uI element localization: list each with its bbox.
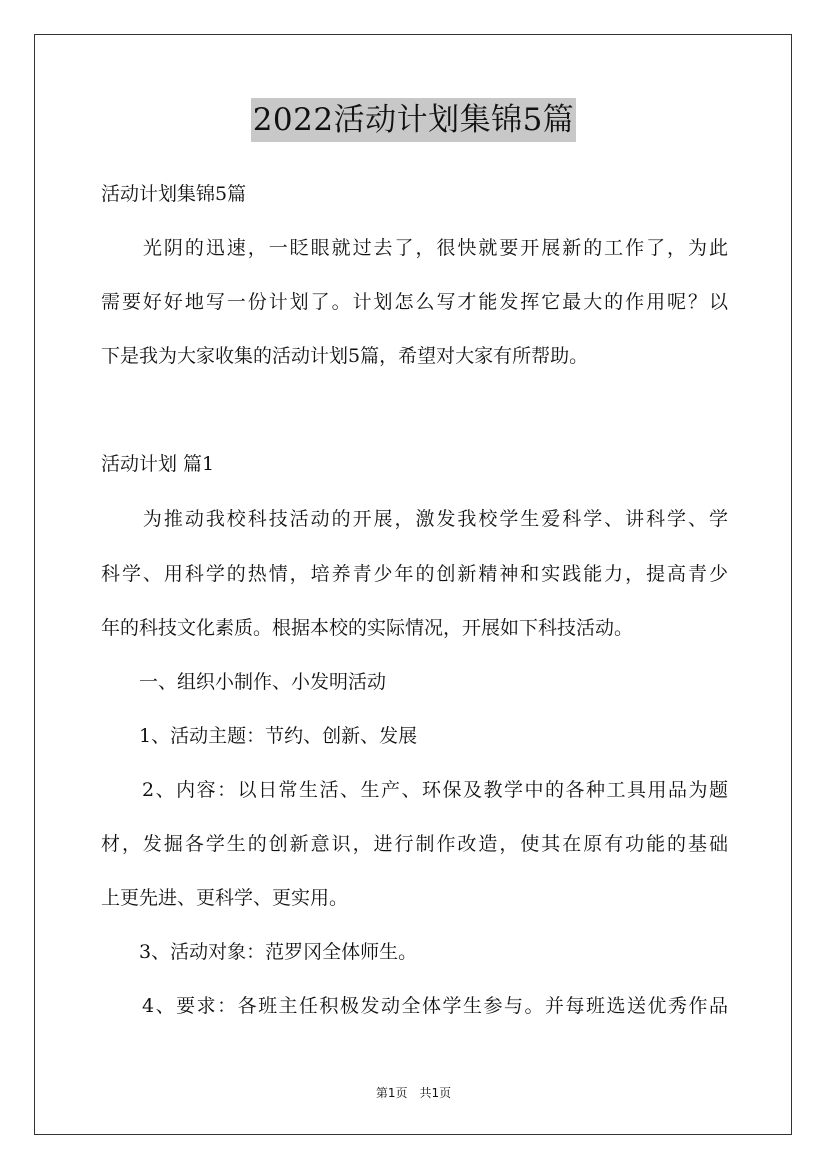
list-heading: 一、组织小制作、小发明活动: [101, 671, 387, 693]
title-container: [0, 98, 827, 142]
section-heading: 活动计划 篇1: [101, 453, 215, 475]
paragraph-line: 材，发掘各学生的创新意识，进行制作改造，使其在原有功能的基础: [101, 833, 728, 855]
list-item: 2、内容：以日常生活、生产、环保及教学中的各种工具用品为题: [101, 779, 728, 801]
document-subtitle: 活动计划集锦5篇: [101, 183, 247, 205]
paragraph-line: 下是我为大家收集的活动计划5篇，希望对大家有所帮助。: [101, 345, 589, 367]
paragraph-line: 需要好好地写一份计划了。计划怎么写才能发挥它最大的作用呢？以: [101, 291, 728, 313]
paragraph-line: 科学、用科学的热情，培养青少年的创新精神和实践能力，提高青少: [101, 563, 728, 585]
list-item: 4、要求：各班主任积极发动全体学生参与。并每班选送优秀作品: [101, 995, 728, 1017]
list-item: 3、活动对象：范罗冈全体师生。: [101, 941, 418, 963]
paragraph-line: 光阴的迅速，一眨眼就过去了，很快就要开展新的工作了，为此: [101, 237, 728, 259]
paragraph-line: 年的科技文化素质。根据本校的实际情况，开展如下科技活动。: [101, 617, 634, 639]
paragraph-line: 为推动我校科技活动的开展，激发我校学生爱科学、讲科学、学: [101, 508, 728, 530]
document-title: 2022活动计划集锦5篇: [251, 98, 577, 142]
paragraph-line: 上更先进、更科学、更实用。: [101, 887, 349, 909]
list-item: 1、活动主题：节约、创新、发展: [101, 725, 418, 747]
page-number: 第1页 共1页: [375, 1086, 452, 1100]
